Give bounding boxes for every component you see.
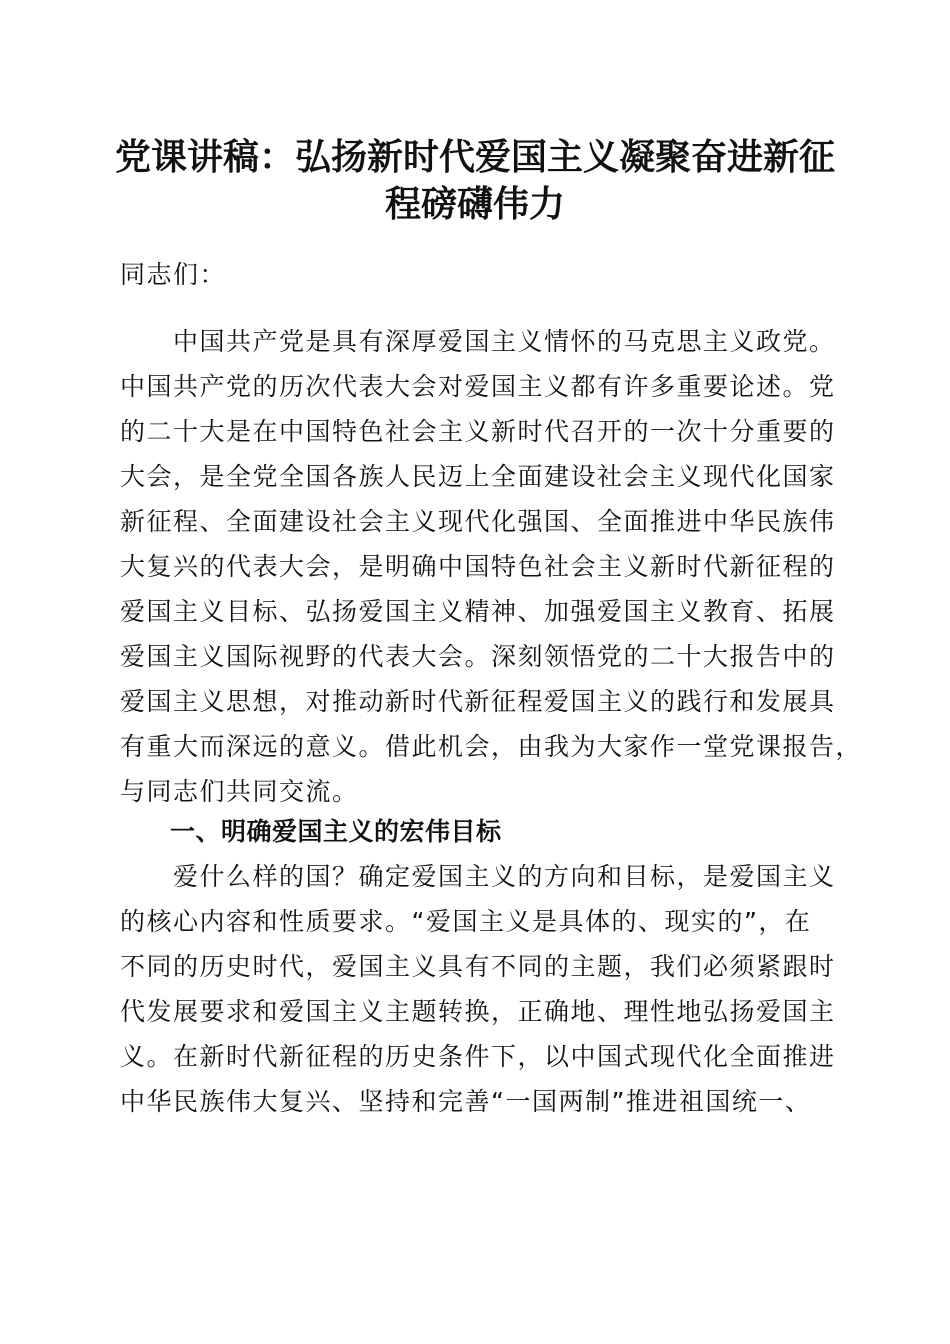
paragraph-introduction <box>120 319 863 814</box>
text-line: 大会，是全党全国各族人民迈上全面建设社会主义现代化国家 <box>120 462 836 491</box>
text-line: 的二十大是在中国特色社会主义新时代召开的一次十分重要的 <box>120 417 836 446</box>
text-line: 代发展要求和爱国主义主题转换，正确地、理性地弘扬爱国主 <box>120 997 836 1026</box>
text-line: 中国共产党是具有深厚爱国主义情怀的马克思主义政党。 <box>120 327 836 356</box>
text-line: 爱国主义国际视野的代表大会。深刻领悟党的二十大报告中的 <box>120 642 836 671</box>
text-line: 爱国主义目标、弘扬爱国主义精神、加强爱国主义教育、拓展 <box>120 597 836 626</box>
text-line: 不同的历史时代，爱国主义具有不同的主题，我们必须紧跟时 <box>120 952 836 981</box>
title-line: 程磅礴伟力 <box>384 183 565 225</box>
text-line: 与同志们共同交流。 <box>120 777 359 806</box>
text-line: 爱国主义思想，对推动新时代新征程爱国主义的践行和发展具 <box>120 687 836 716</box>
text-line: 爱什么样的国？确定爱国主义的方向和目标，是爱国主义 <box>120 862 836 891</box>
section-heading: 一、明确爱国主义的宏伟目标 <box>170 817 502 846</box>
text-line: 中华民族伟大复兴、坚持和完善“一国两制”推进祖国统一、 <box>120 1087 812 1116</box>
text-line: 大复兴的代表大会，是明确中国特色社会主义新时代新征程的 <box>120 552 836 581</box>
text-line: 中国共产党的历次代表大会对爱国主义都有许多重要论述。党 <box>120 372 836 401</box>
text-line: 的核心内容和性质要求。“爱国主义是具体的、现实的”，在 <box>120 907 812 936</box>
salutation: 同志们： <box>120 260 227 289</box>
paragraph-section-one <box>120 854 836 1124</box>
text-line: 新征程、全面建设社会主义现代化强国、全面推进中华民族伟 <box>120 507 836 536</box>
text-line: 义。在新时代新征程的历史条件下，以中国式现代化全面推进 <box>120 1042 836 1071</box>
text-line: 有重大而深远的意义。借此机会，由我为大家作一堂党课报告， <box>120 732 863 761</box>
title-line: 党课讲稿：弘扬新时代爱国主义凝聚奋进新征 <box>114 136 835 178</box>
document-title <box>100 134 850 228</box>
